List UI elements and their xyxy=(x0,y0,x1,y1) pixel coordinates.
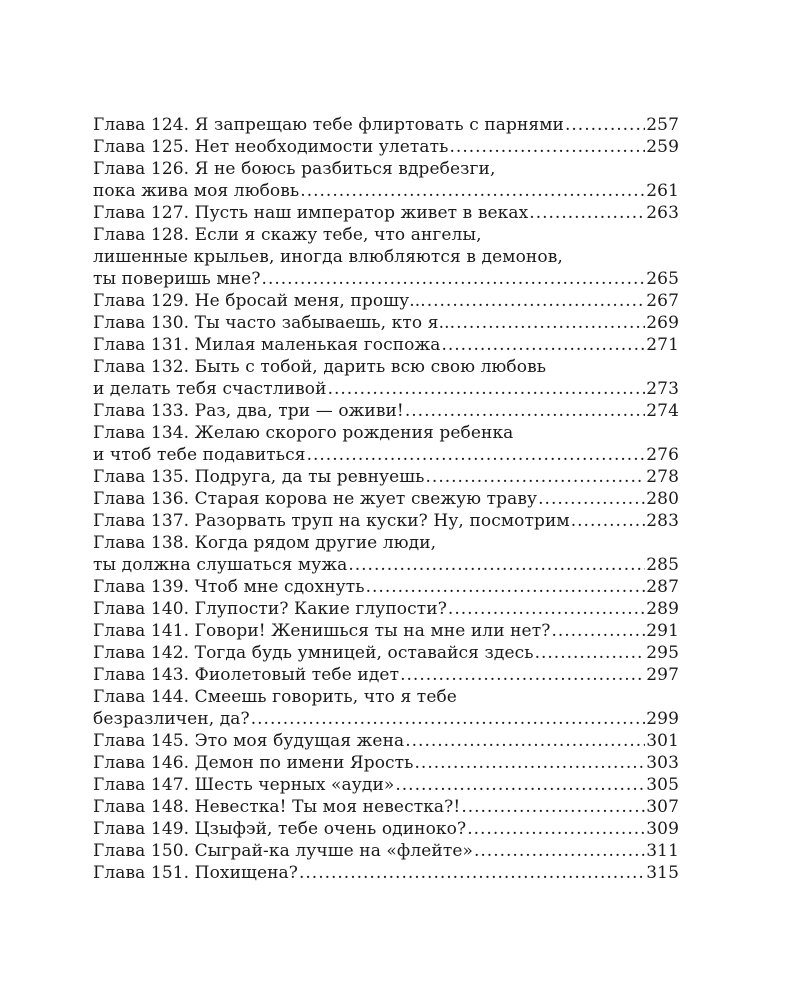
toc-entry-title-line: Глава 135. Подруга, да ты ревнуешь xyxy=(93,467,425,487)
toc-entry xyxy=(93,642,679,664)
toc-entry-title-line: и чтоб тебе подавиться xyxy=(93,445,306,465)
page-number: 273 xyxy=(646,379,679,399)
toc-entry-title-line: пока жива моя любовь xyxy=(93,181,300,201)
dot-leader xyxy=(348,554,645,576)
toc-entry xyxy=(93,114,679,136)
page-number: 305 xyxy=(646,775,679,795)
page-number: 283 xyxy=(646,511,679,531)
toc-entry xyxy=(93,730,679,752)
dot-leader xyxy=(405,400,645,422)
dot-leader xyxy=(538,488,645,510)
toc-entry-title-line: Глава 124. Я запрещаю тебе флиртовать с парнями xyxy=(93,115,564,135)
toc-entry xyxy=(93,818,679,840)
toc-entry xyxy=(93,136,679,158)
toc-entry-title-line: Глава 130. Ты часто забываешь, кто я... xyxy=(93,313,456,333)
toc-entry-title-line: Глава 142. Тогда будь умницей, оставайся здесь xyxy=(93,643,534,663)
toc-entry xyxy=(93,400,679,422)
toc-entry-row xyxy=(93,466,679,488)
toc-entry-title-line: Глава 150. Сыграй-ка лучше на «флейте» xyxy=(93,841,473,861)
toc-entry xyxy=(93,576,679,598)
toc-entry-title-line: Глава 128. Если я скажу тебе, что ангелы, xyxy=(93,225,482,245)
toc-entry-title-line: ты поверишь мне? xyxy=(93,269,261,289)
toc-entry xyxy=(93,774,679,796)
toc-entry-row xyxy=(93,818,679,840)
toc-entry-title-line: Глава 132. Быть с тобой, дарить всю свою любовь xyxy=(93,357,547,377)
toc-entry-title-line: Глава 146. Демон по имени Ярость xyxy=(93,753,414,773)
dot-leader xyxy=(262,268,646,290)
toc-entry-title-line: Глава 131. Милая маленькая госпожа xyxy=(93,335,441,355)
toc-entry xyxy=(93,840,679,862)
toc-entry-title-line: Глава 139. Чтоб мне сдохнуть xyxy=(93,577,365,597)
toc-entry xyxy=(93,598,679,620)
toc-entry-title-line: и делать тебя счастливой xyxy=(93,379,327,399)
toc-entry xyxy=(93,202,679,224)
page-number: 287 xyxy=(646,577,679,597)
page-number: 285 xyxy=(646,555,679,575)
dot-leader xyxy=(328,378,646,400)
table-of-contents xyxy=(93,114,679,884)
dot-leader xyxy=(535,642,646,664)
toc-entry xyxy=(93,312,679,334)
toc-entry-row xyxy=(93,180,679,202)
page-number: 309 xyxy=(646,819,679,839)
toc-entry xyxy=(93,224,679,290)
toc-entry xyxy=(93,466,679,488)
dot-leader xyxy=(467,818,645,840)
page-number: 295 xyxy=(646,643,679,663)
toc-entry xyxy=(93,686,679,730)
page-number: 311 xyxy=(646,841,679,861)
page-number: 276 xyxy=(646,445,679,465)
toc-entry-row xyxy=(93,598,679,620)
page-number: 261 xyxy=(646,181,679,201)
toc-entry xyxy=(93,290,679,312)
toc-entry-title-line: ты должна слушаться мужа xyxy=(93,555,348,575)
page-number: 269 xyxy=(646,313,679,333)
toc-entry-row xyxy=(93,620,679,642)
toc-entry-row xyxy=(93,796,679,818)
toc-entry-row xyxy=(93,664,679,686)
dot-leader xyxy=(450,136,646,158)
toc-entry-title-line: Глава 140. Глупости? Какие глупости? xyxy=(93,599,447,619)
dot-leader xyxy=(565,114,645,136)
dot-leader xyxy=(405,730,645,752)
dot-leader xyxy=(300,180,645,202)
toc-entry-row xyxy=(93,378,679,400)
page-number: 307 xyxy=(646,797,679,817)
dot-leader xyxy=(456,312,645,334)
page-number: 299 xyxy=(646,709,679,729)
toc-entry-row xyxy=(93,752,679,774)
toc-entry-title-line: Глава 136. Старая корова не жует свежую траву xyxy=(93,489,538,509)
toc-entry-row xyxy=(93,730,679,752)
toc-entry-title-line: Глава 138. Когда рядом другие люди, xyxy=(93,533,437,553)
toc-entry-row xyxy=(93,268,679,290)
page-number: 263 xyxy=(646,203,679,223)
toc-entry xyxy=(93,862,679,884)
toc-entry-row xyxy=(93,400,679,422)
page-number: 274 xyxy=(646,401,679,421)
toc-entry-title-line: Глава 144. Смеешь говорить, что я тебе xyxy=(93,687,457,707)
toc-entry-row xyxy=(93,774,679,796)
toc-entry-title-line: Глава 133. Раз, два, три — оживи! xyxy=(93,401,404,421)
toc-entry-title-line: Глава 141. Говори! Женишься ты на мне или нет? xyxy=(93,621,551,641)
toc-entry xyxy=(93,488,679,510)
dot-leader xyxy=(571,510,646,532)
toc-entry xyxy=(93,422,679,466)
dot-leader xyxy=(366,576,646,598)
page-number: 315 xyxy=(646,863,679,883)
dot-leader xyxy=(427,290,646,312)
toc-entry-row xyxy=(93,840,679,862)
toc-entry xyxy=(93,356,679,400)
dot-leader xyxy=(448,598,645,620)
toc-entry-row xyxy=(93,862,679,884)
toc-entry-title-line: Глава 148. Невестка! Ты моя невестка?! xyxy=(93,797,461,817)
toc-entry-title-line: Глава 134. Желаю скорого рождения ребенка xyxy=(93,423,514,443)
dot-leader xyxy=(400,664,645,686)
toc-entry-title-line: Глава 125. Нет необходимости улетать xyxy=(93,137,449,157)
toc-entry-title-line: Глава 145. Это моя будущая жена xyxy=(93,731,405,751)
toc-entry-row xyxy=(93,114,679,136)
page-number: 278 xyxy=(646,467,679,487)
page-number: 257 xyxy=(646,115,679,135)
toc-entry-row xyxy=(93,708,679,730)
toc-entry-row xyxy=(93,642,679,664)
page-number: 301 xyxy=(646,731,679,751)
toc-entry-title-line: безразличен, да? xyxy=(93,709,250,729)
toc-entry-title-line: Глава 127. Пусть наш император живет в веках xyxy=(93,203,529,223)
dot-leader xyxy=(307,444,646,466)
dot-leader xyxy=(441,334,645,356)
dot-leader xyxy=(426,466,646,488)
toc-entry-title-line: Глава 137. Разорвать труп на куски? Ну, посмотрим xyxy=(93,511,570,531)
page-number: 303 xyxy=(646,753,679,773)
page-number: 289 xyxy=(646,599,679,619)
dot-leader xyxy=(461,796,645,818)
toc-entry-title-line: Глава 151. Похищена? xyxy=(93,863,298,883)
toc-entry-row xyxy=(93,136,679,158)
dot-leader xyxy=(299,862,645,884)
toc-entry xyxy=(93,334,679,356)
page-number: 297 xyxy=(646,665,679,685)
page-number: 259 xyxy=(646,137,679,157)
dot-leader xyxy=(251,708,646,730)
dot-leader xyxy=(529,202,645,224)
page-number: 291 xyxy=(646,621,679,641)
dot-leader xyxy=(551,620,645,642)
toc-entry xyxy=(93,532,679,576)
toc-entry xyxy=(93,510,679,532)
toc-entry xyxy=(93,620,679,642)
toc-entry-row xyxy=(93,488,679,510)
toc-entry xyxy=(93,158,679,202)
toc-entry-title-line: лишенные крыльев, иногда влюбляются в демонов, xyxy=(93,247,563,267)
toc-entry-title-line: Глава 147. Шесть черных «ауди» xyxy=(93,775,395,795)
toc-entry-title-line: Глава 149. Цзыфэй, тебе очень одиноко? xyxy=(93,819,467,839)
toc-entry-row xyxy=(93,312,679,334)
toc-entry xyxy=(93,752,679,774)
toc-entry-row xyxy=(93,510,679,532)
page-number: 267 xyxy=(646,291,679,311)
toc-entry-row xyxy=(93,576,679,598)
toc-entry xyxy=(93,664,679,686)
toc-entry-row xyxy=(93,290,679,312)
toc-entry-row xyxy=(93,202,679,224)
toc-entry-row xyxy=(93,334,679,356)
toc-entry-title-line: Глава 129. Не бросай меня, прошу... xyxy=(93,291,426,311)
toc-entry xyxy=(93,796,679,818)
page-number: 280 xyxy=(646,489,679,509)
toc-entry-row xyxy=(93,444,679,466)
dot-leader xyxy=(415,752,646,774)
toc-entry-title-line: Глава 143. Фиолетовый тебе идет xyxy=(93,665,400,685)
toc-entry-title-line: Глава 126. Я не боюсь разбиться вдребезги, xyxy=(93,159,496,179)
page-number: 271 xyxy=(646,335,679,355)
page-number: 265 xyxy=(646,269,679,289)
toc-entry-row xyxy=(93,554,679,576)
dot-leader xyxy=(395,774,645,796)
dot-leader xyxy=(474,840,645,862)
